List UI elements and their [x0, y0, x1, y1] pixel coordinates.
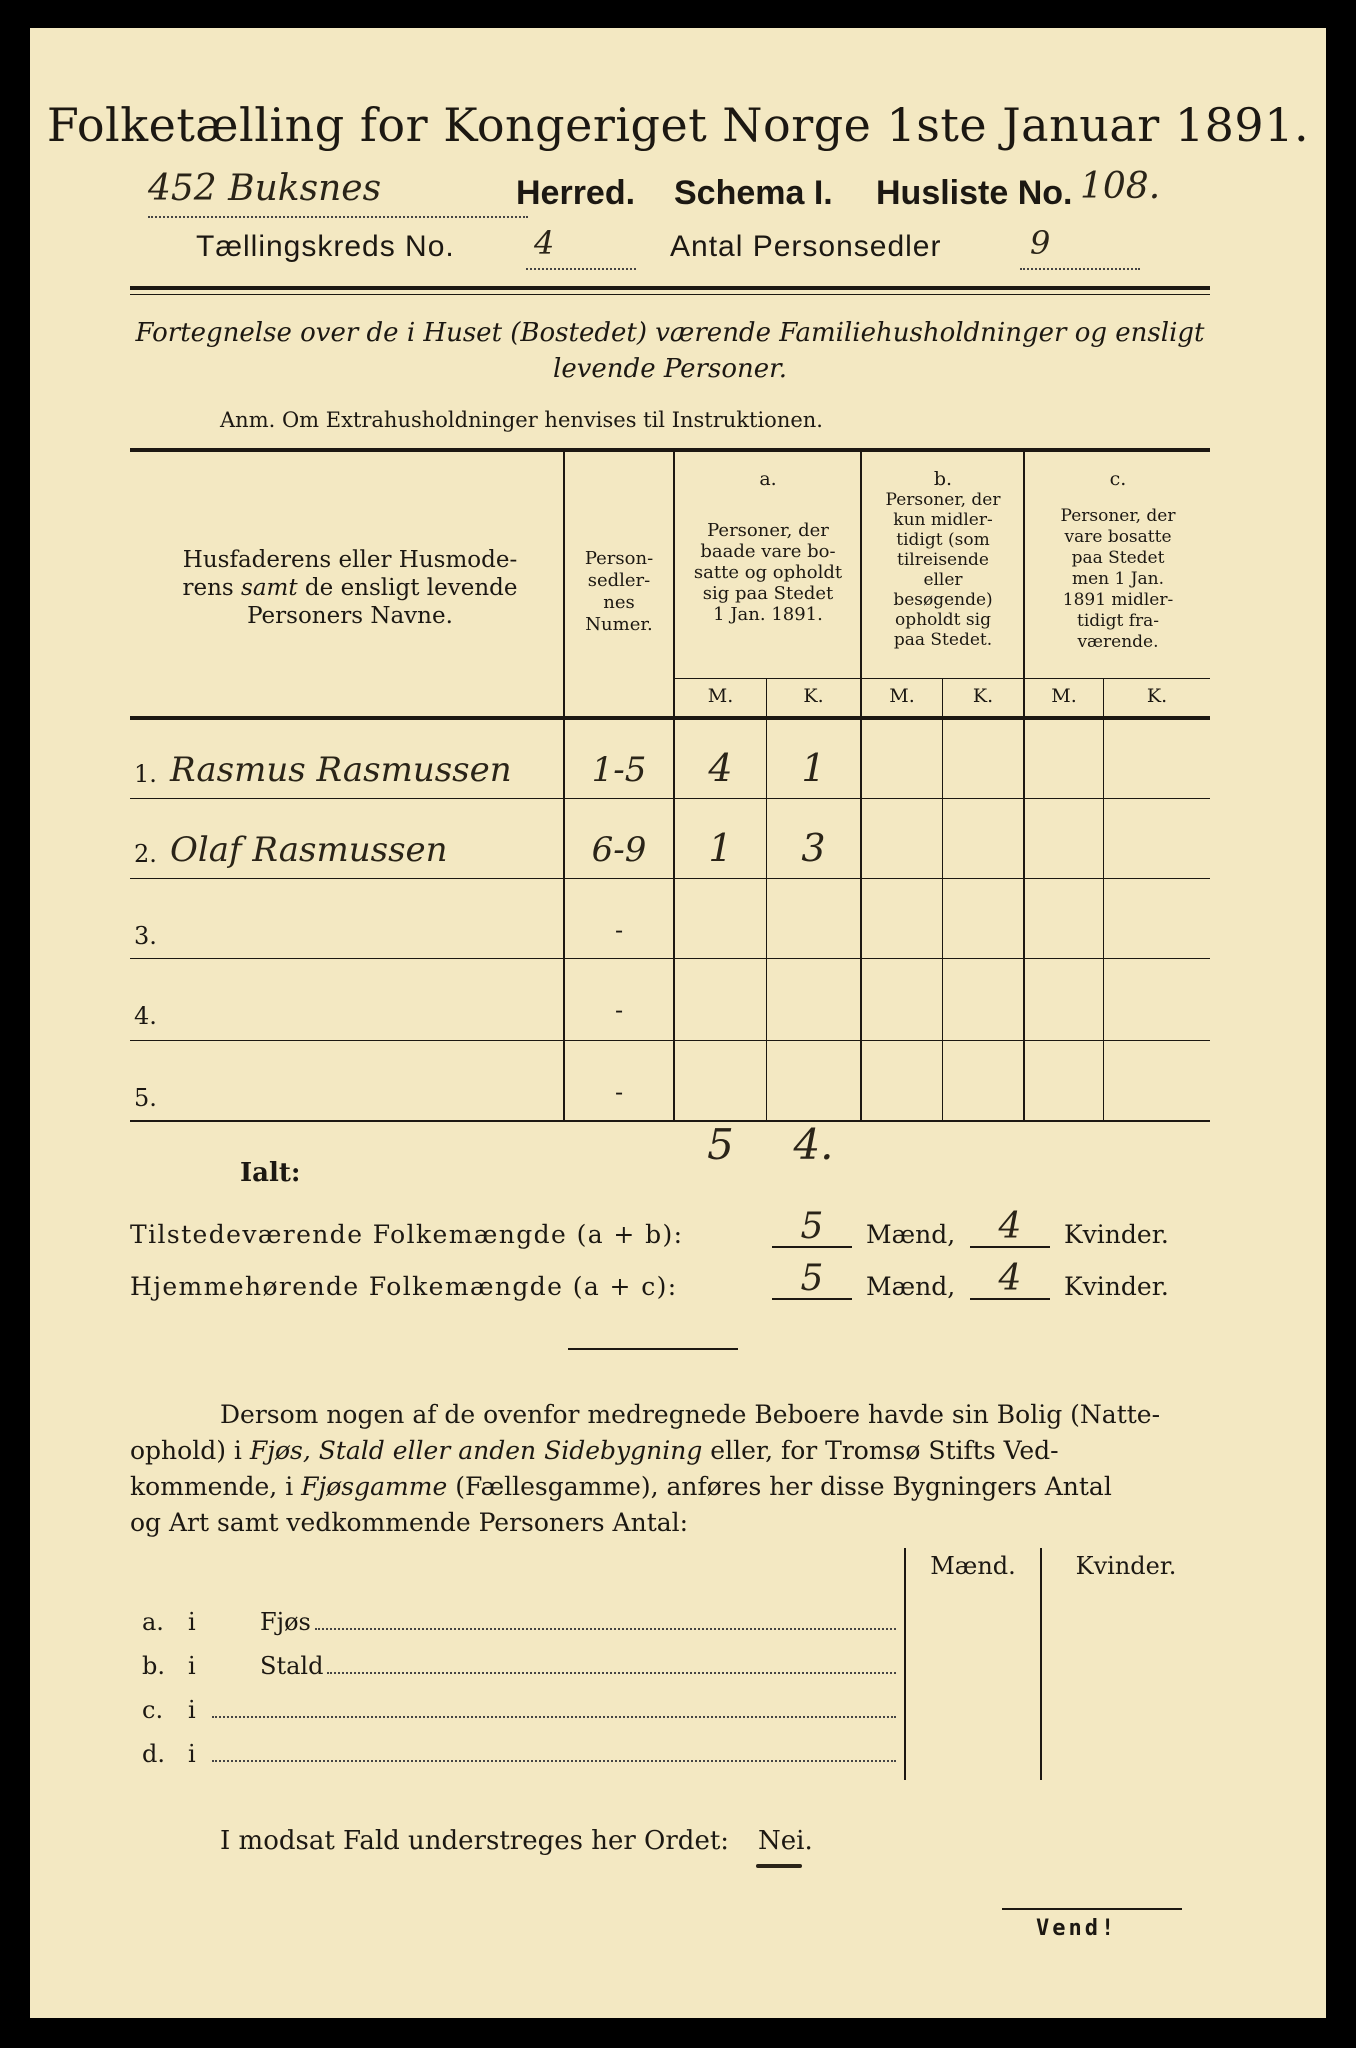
col-header-number: Person- sedler- nes Numer.	[584, 548, 654, 635]
building-kvinder-header: Kvinder.	[1075, 1552, 1177, 1580]
row-2-person-numbers: 6-9	[591, 830, 647, 870]
col-header-names-line-2: rens samt de ensligt levende	[182, 575, 518, 601]
row-2-a-male: 1	[708, 826, 733, 870]
kreds-label: Tællingskreds No.	[196, 230, 455, 263]
header-rule-thin	[130, 294, 1210, 295]
form-title: Folketælling for Kongeriget Norge 1ste Januar 1891.	[46, 98, 1310, 152]
table-vline-c-mk	[1103, 678, 1104, 1120]
building-row-c: c. i	[142, 1696, 902, 1725]
tilstede-male-line	[772, 1246, 852, 1248]
table-vline-a-mk	[766, 678, 767, 1120]
husliste-number-handwritten: 108.	[1080, 166, 1161, 207]
tilstede-maend-label: Mænd,	[866, 1220, 956, 1249]
tilstede-kvinder-label: Kvinder.	[1064, 1220, 1169, 1249]
row-1-person-numbers: 1-5	[591, 750, 647, 790]
vend-rule	[1002, 1908, 1182, 1910]
intro-line-2: levende Personer.	[553, 354, 787, 384]
antal-handwritten: 9	[1030, 224, 1051, 262]
building-vline-1	[904, 1548, 906, 1780]
ialt-label: Ialt:	[240, 1158, 301, 1188]
row-rule-1	[130, 798, 1210, 799]
ialt-male: 5	[707, 1120, 734, 1169]
tilstede-label: Tilstedeværende Folkemængde (a + b):	[130, 1220, 684, 1249]
table-vline-4	[1023, 452, 1025, 1120]
col-header-c: Personer, der vare bosatte paa Stedet men 1 Jan. 1891 midler- tidigt fra- værende.	[1060, 506, 1176, 652]
table-vline-3	[860, 452, 862, 1120]
row-rule-4	[130, 1040, 1210, 1041]
row-3-person-numbers: -	[614, 916, 624, 944]
anm-note: Anm. Om Extrahusholdninger henvises til Instruktionen.	[220, 408, 823, 432]
hjemme-male: 5	[800, 1258, 824, 1299]
table-header-bottom-rule	[130, 716, 1210, 720]
census-form-page	[30, 28, 1326, 2018]
kreds-number-handwritten: 4	[534, 224, 555, 262]
nei-word: Nei.	[758, 1826, 813, 1856]
row-4-number: 4.	[134, 1002, 157, 1030]
hjemme-label: Hjemmehørende Folkemængde (a + c):	[130, 1272, 678, 1301]
col-header-names	[140, 546, 560, 630]
lower-paragraph-line-4: og Art samt vedkommende Personers Antal:	[130, 1508, 689, 1537]
hjemme-kvinder-label: Kvinder.	[1064, 1272, 1169, 1301]
hjemme-maend-label: Mænd,	[866, 1272, 956, 1301]
husliste-label: Husliste No.	[876, 174, 1073, 212]
header-rule	[130, 286, 1210, 290]
building-vline-2	[1040, 1548, 1042, 1780]
ialt-female: 4.	[793, 1120, 834, 1169]
row-4-person-numbers: -	[614, 996, 624, 1024]
schema-label: Schema I.	[674, 174, 833, 212]
row-2-number: 2.	[134, 840, 157, 868]
hjemme-female-line	[970, 1298, 1050, 1300]
col-b-m: M.	[889, 685, 915, 707]
table-top-rule	[130, 448, 1210, 452]
row-5-person-numbers: -	[614, 1078, 624, 1106]
kreds-dotted-line	[526, 268, 636, 270]
vend-text: Vend!	[1036, 1916, 1118, 1941]
tilstede-female-line	[970, 1246, 1050, 1248]
col-header-names-line-3: Personers Navne.	[247, 603, 453, 629]
row-1-a-female: 1	[801, 746, 826, 790]
municipality-handwritten: 452 Buksnes	[148, 168, 382, 209]
col-b-letter: b.	[933, 468, 953, 490]
col-a-letter: a.	[759, 468, 777, 490]
col-c-letter: c.	[1109, 468, 1127, 490]
row-1-name: Rasmus Rasmussen	[170, 750, 512, 790]
col-c-k: K.	[1146, 685, 1168, 707]
table-vline-b-mk	[942, 678, 943, 1120]
lower-paragraph-line-1: Dersom nogen af de ovenfor medregnede Beboere havde sin Bolig (Natte-	[220, 1400, 1161, 1429]
intro-line-1: Fortegnelse over de i Huset (Bostedet) værende Familiehusholdninger og ensligt	[135, 318, 1205, 348]
municipality-dotted-line	[148, 216, 528, 218]
building-row-d: d. i	[142, 1740, 902, 1769]
col-header-b: Personer, der kun midler- tidigt (som tilreisende eller besøgende) opholdt sig paa Stedet.	[885, 490, 1001, 650]
row-1-a-male: 4	[708, 746, 733, 790]
row-2-a-female: 3	[801, 826, 826, 870]
building-row-a: a. i Fjøs	[142, 1608, 902, 1637]
table-bottom-rule	[130, 1120, 1210, 1122]
table-vline-1	[563, 452, 565, 1120]
row-1-number: 1.	[134, 760, 157, 788]
antal-dotted-line	[1020, 268, 1140, 270]
col-header-names-line-1: Husfaderens eller Husmode-	[182, 547, 518, 573]
row-rule-2	[130, 878, 1210, 879]
col-a-m: M.	[707, 685, 734, 707]
modsat-text: I modsat Fald understreges her Ordet:	[220, 1826, 730, 1856]
col-c-m: M.	[1051, 685, 1077, 707]
row-2-name: Olaf Rasmussen	[170, 830, 448, 870]
nei-underline	[756, 1864, 802, 1868]
tilstede-male: 5	[800, 1206, 824, 1247]
building-maend-header: Mænd.	[930, 1552, 1016, 1580]
lower-paragraph-line-3: kommende, i Fjøsgamme (Fællesgamme), anføres her disse Bygningers Antal	[130, 1472, 1112, 1501]
col-a-k: K.	[803, 685, 824, 707]
row-rule-3	[130, 958, 1210, 959]
row-5-number: 5.	[134, 1084, 157, 1112]
row-3-number: 3.	[134, 922, 157, 950]
hjemme-male-line	[772, 1298, 852, 1300]
antal-label: Antal Personsedler	[670, 230, 942, 263]
col-b-k: K.	[972, 685, 994, 707]
tilstede-female: 4	[998, 1206, 1022, 1247]
building-row-b: b. i Stald	[142, 1652, 902, 1681]
hjemme-female: 4	[998, 1258, 1022, 1299]
section-separator	[568, 1348, 738, 1350]
herred-label: Herred.	[516, 174, 636, 212]
col-header-a: Personer, der baade vare bo- satte og opholdt sig paa Stedet 1 Jan. 1891.	[693, 520, 843, 625]
lower-paragraph-line-2: ophold) i Fjøs, Stald eller anden Sidebygning eller, for Tromsø Stifts Ved-	[130, 1436, 1059, 1465]
